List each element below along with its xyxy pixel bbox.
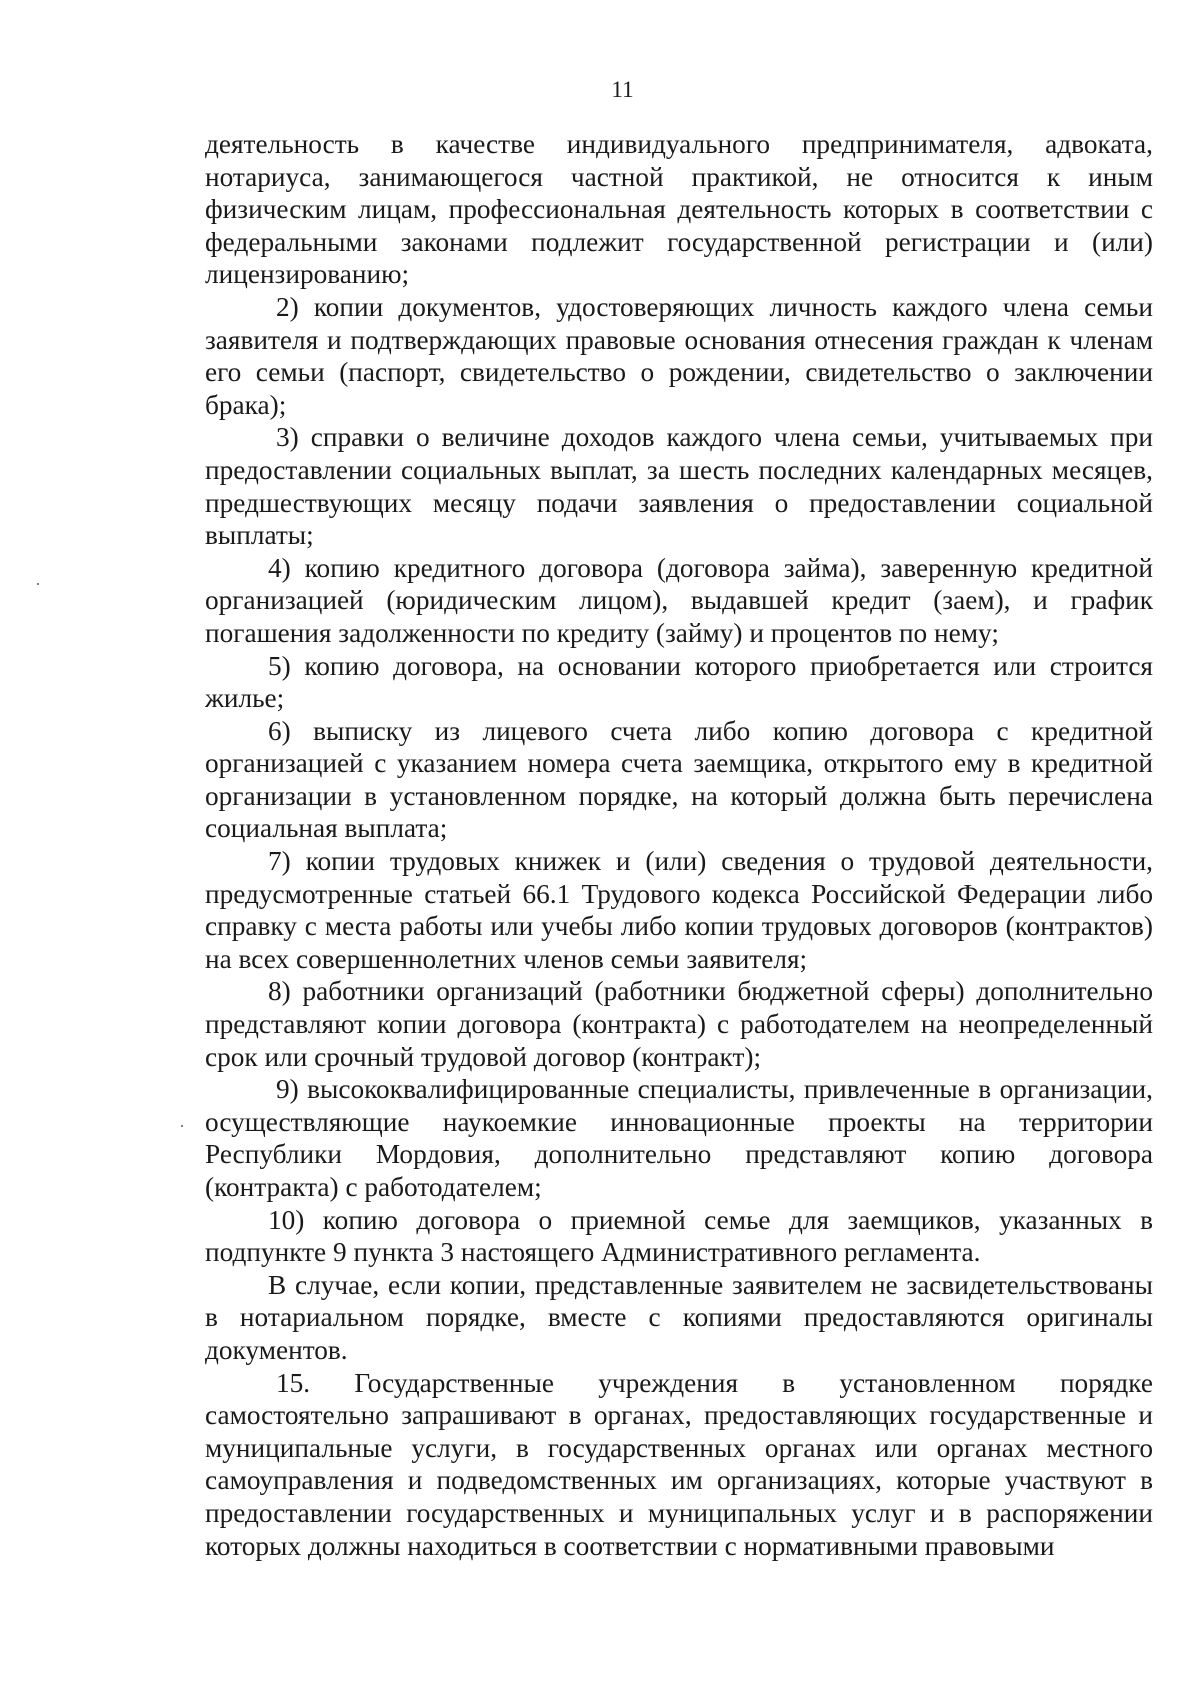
list-item-10: 10) копию договора о приемной семье для заемщиков, указанных в подпункте 9 пункта 3 настоящего Административного регламента. <box>205 1204 1153 1268</box>
list-item-3: 3) справки о величине доходов каждого члена семьи, учитываемых при предоставлении социальных выплат, за шесть последних календарных месяцев, предшествующих месяцу подачи заявления о предоставлении социальной выплаты; <box>205 422 1153 551</box>
list-item-9: 9) высококвалифицированные специалисты, привлеченные в организации, осуществляющие наукоемкие инновационные проекты на территории Республики Мордовия, дополнительно представляют копию договора (контракта) с работодателем; <box>205 1074 1153 1202</box>
section-15-paragraph: 15. Государственные учреждения в установленном порядке самостоятельно запрашивают в органах, предоставляющих государственные и муниципальные услуги, в государственных органах или органах местного самоуправления и подведомственных им организациях, которые участвуют в предоставлении государственных и муниципальных услуг и в распоряжении которых должны находиться в соответствии с нормативными правовыми <box>205 1367 1153 1561</box>
list-item-5: 5) копию договора, на основании которого приобретается или строится жилье; <box>205 650 1153 714</box>
originals-note-paragraph: В случае, если копии, представленные заявителем не засвидетельствованы в нотариальном порядке, вместе с копиями предоставляются оригиналы документов. <box>205 1269 1153 1365</box>
list-item-2: 2) копии документов, удостоверяющих личность каждого члена семьи заявителя и подтверждающих правовые основания отнесения граждан к членам его семьи (паспорт, свидетельство о рождении, свидетельство о заключении брака); <box>205 291 1153 420</box>
document-body <box>205 128 1153 1562</box>
list-item-8: 8) работники организаций (работники бюджетной сферы) дополнительно представляют копии договора (контракта) с работодателем на неопределенный срок или срочный трудовой договор (контракт); <box>205 976 1153 1072</box>
scan-speck <box>37 583 39 585</box>
scan-speck <box>181 1125 183 1127</box>
paragraph-continuation: деятельность в качестве индивидуального предпринимателя, адвоката, нотариуса, занимающегося частной практикой, не относится к иным физическим лицам, профессиональная деятельность которых в соответствии с федеральными законами подлежит государственной регистрации и (или) лицензированию; <box>205 129 1153 290</box>
page-number: 11 <box>611 77 634 102</box>
list-item-6: 6) выписку из лицевого счета либо копию договора с кредитной организацией с указанием номера счета заемщика, открытого ему в кредитной организации в установленном порядке, на который должна быть перечислена социальная выплата; <box>205 715 1153 844</box>
list-item-7: 7) копии трудовых книжек и (или) сведения о трудовой деятельности, предусмотренные статьей 66.1 Трудового кодекса Российской Федерации либо справку с места работы или учебы либо копии трудовых договоров (контрактов) на всех совершеннолетних членов семьи заявителя; <box>205 846 1153 974</box>
list-item-4: 4) копию кредитного договора (договора займа), заверенную кредитной организацией (юридическим лицом), выдавшей кредит (заем), и график погашения задолженности по кредиту (займу) и процентов по нему; <box>205 552 1153 648</box>
